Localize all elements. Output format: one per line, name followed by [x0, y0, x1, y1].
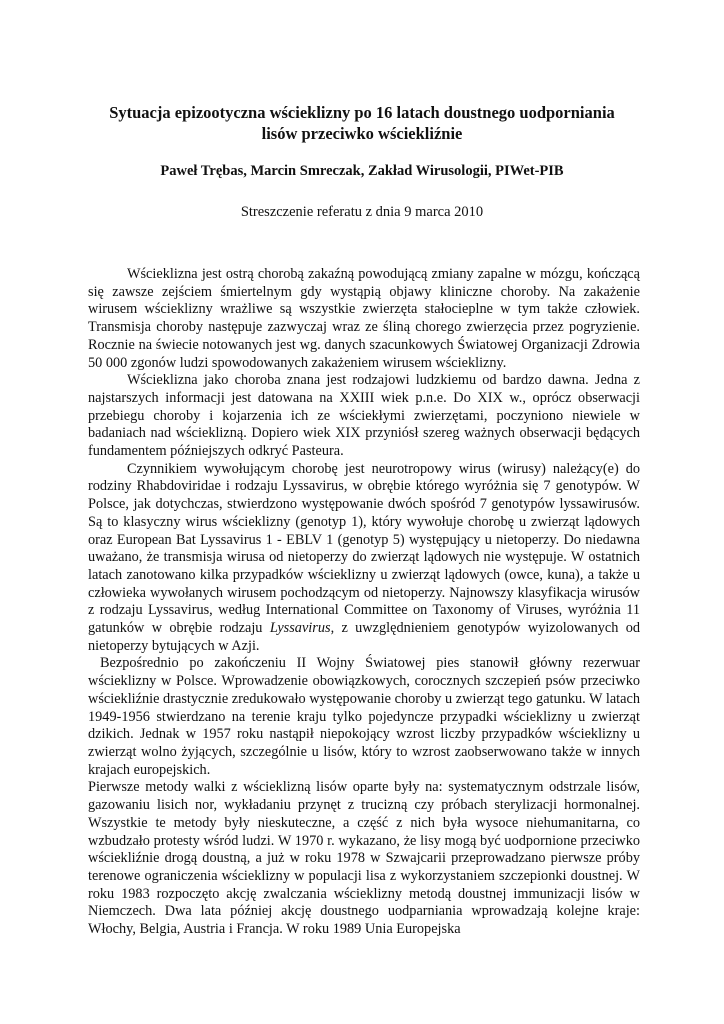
paragraph-1: Wścieklizna jest ostrą chorobą zakaźną powodującą zmiany zapalne w mózgu, kończącą się zawsze zejściem śmiertelnym gdy wystąpią objawy kliniczne choroby. Na zakażenie wirusem wścieklizny wrażliwe są wszystkie zwierzęta stałocieplne w tym także człowiek. Transmisja choroby następuje zazwyczaj wraz ze śliną chorego zwierzęcia przez pogryzienie. Rocznie na świecie notowanych jest wg. danych szacunkowych Światowej Organizacji Zdrowia 50 000 zgonów ludzi spowodowanych zakażeniem wirusem wścieklizny. — [88, 266, 640, 371]
authors-line: Paweł Trębas, Marcin Smreczak, Zakład Wirusologii, PIWet-PIB — [160, 163, 564, 179]
paragraph-3-text: Czynnikiem wywołującym chorobę jest neurotropowy wirus (wirusy) należący(e) do rodziny Rhabdoviridae i rodzaju Lyssavirus, w obrębie którego wyróżnia się 7 genotypów. W Polsce, jak dotychczas, stwierdzono występowanie dwóch spośród 7 genotypów lyssawirusów. Są to klasyczny wirus wścieklizny (genotyp 1), który wywołuje chorobę u zwierząt lądowych oraz European Bat Lyssavirus 1 - EBLV 1 (genotyp 5) występujący u nietoperzy. Do niedawna uważano, że transmisja wirusa od nietoperzy do zwierząt lądowych nie występuje. W ostatnich latach zanotowano kilka przypadków wścieklizny u zwierząt lądowych (owce, kuna), a także u człowieka wywołanych wirusem pochodzącym od nietoperzy. Najnowszy klasyfikacja wirusów z rodzaju Lyssavirus, według International Committee on Taxonomy of Viruses, wyróżnia 11 gatunków w obrębie rodzaju — [88, 460, 640, 637]
title-line-1: Sytuacja epizootyczna wścieklizny po 16 latach doustnego uodporniania — [109, 103, 615, 122]
paragraph-3 — [88, 461, 640, 656]
body-text — [88, 266, 640, 939]
paragraph-3-italic: Lyssavirus — [269, 620, 331, 637]
paragraph-4: Bezpośrednio po zakończeniu II Wojny Światowej pies stanowił główny rezerwuar wścieklizny w Polsce. Wprowadzenie obowiązkowych, corocznych szczepień psów przeciwko wściekliźnie drastycznie zredukowało występowanie choroby u zwierząt tego gatunku. W latach 1949-1956 stwierdzano na terenie kraju tylko pojedyncze przypadki wścieklizny u zwierząt dzikich. Jednak w 1957 roku nastąpił niepokojący wzrost liczby przypadków wścieklizny u zwierząt wolno żyjących, szczególnie u lisów, który to wzrost zaobserwowano także w innych krajach europejskich. — [88, 655, 640, 778]
paragraph-2: Wścieklizna jako choroba znana jest rodzajowi ludzkiemu od bardzo dawna. Jedna z najstarszych informacji jest datowana na XXIII wiek p.n.e. Do XIX w., oprócz obserwacji przebiegu choroby i kojarzenia ich ze wściekłymi zwierzętami, poczyniono niewiele w badaniach nad wścieklizną. Dopiero wiek XIX przyniósł szereg ważnych obserwacji będących fundamentem późniejszych odkryć Pasteura. — [88, 372, 640, 460]
title-line-2: lisów przeciwko wściekliźnie — [261, 124, 463, 143]
paragraph-5: Pierwsze metody walki z wścieklizną lisów oparte były na: systematycznym odstrzale lisów, gazowaniu lisich nor, wykładaniu przynęt z trucizną czy próbach sterylizacji hormonalnej. Wszystkie te metody były nieskuteczne, a część z nich była wysoce niehumanitarna, co wzbudzało protesty wśród ludzi. W 1970 r. wykazano, że lisy mogą być uodpornione przeciwko wściekliźnie drogą doustną, a już w roku 1978 w Szwajcarii przeprowadzano pierwsze próby terenowe ograniczenia wścieklizny w populacji lisa z wykorzystaniem szczepionki doustnej. W roku 1983 rozpoczęto akcję zwalczania wścieklizny metodą doustnej immunizacji lisów w Niemczech. Dwa lata później akcję doustnego uodparniania wprowadzają kolejne kraje: Włochy, Belgia, Austria i Francja. W roku 1989 Unia Europejska — [88, 779, 640, 938]
document-title — [60, 102, 664, 144]
abstract-date: Streszczenie referatu z dnia 9 marca 2010 — [240, 204, 484, 220]
paragraph-3-tail: , z uwzględnieniem genotypów wyizolowanych od nietoperzy bytujących w Azji. — [88, 620, 641, 654]
